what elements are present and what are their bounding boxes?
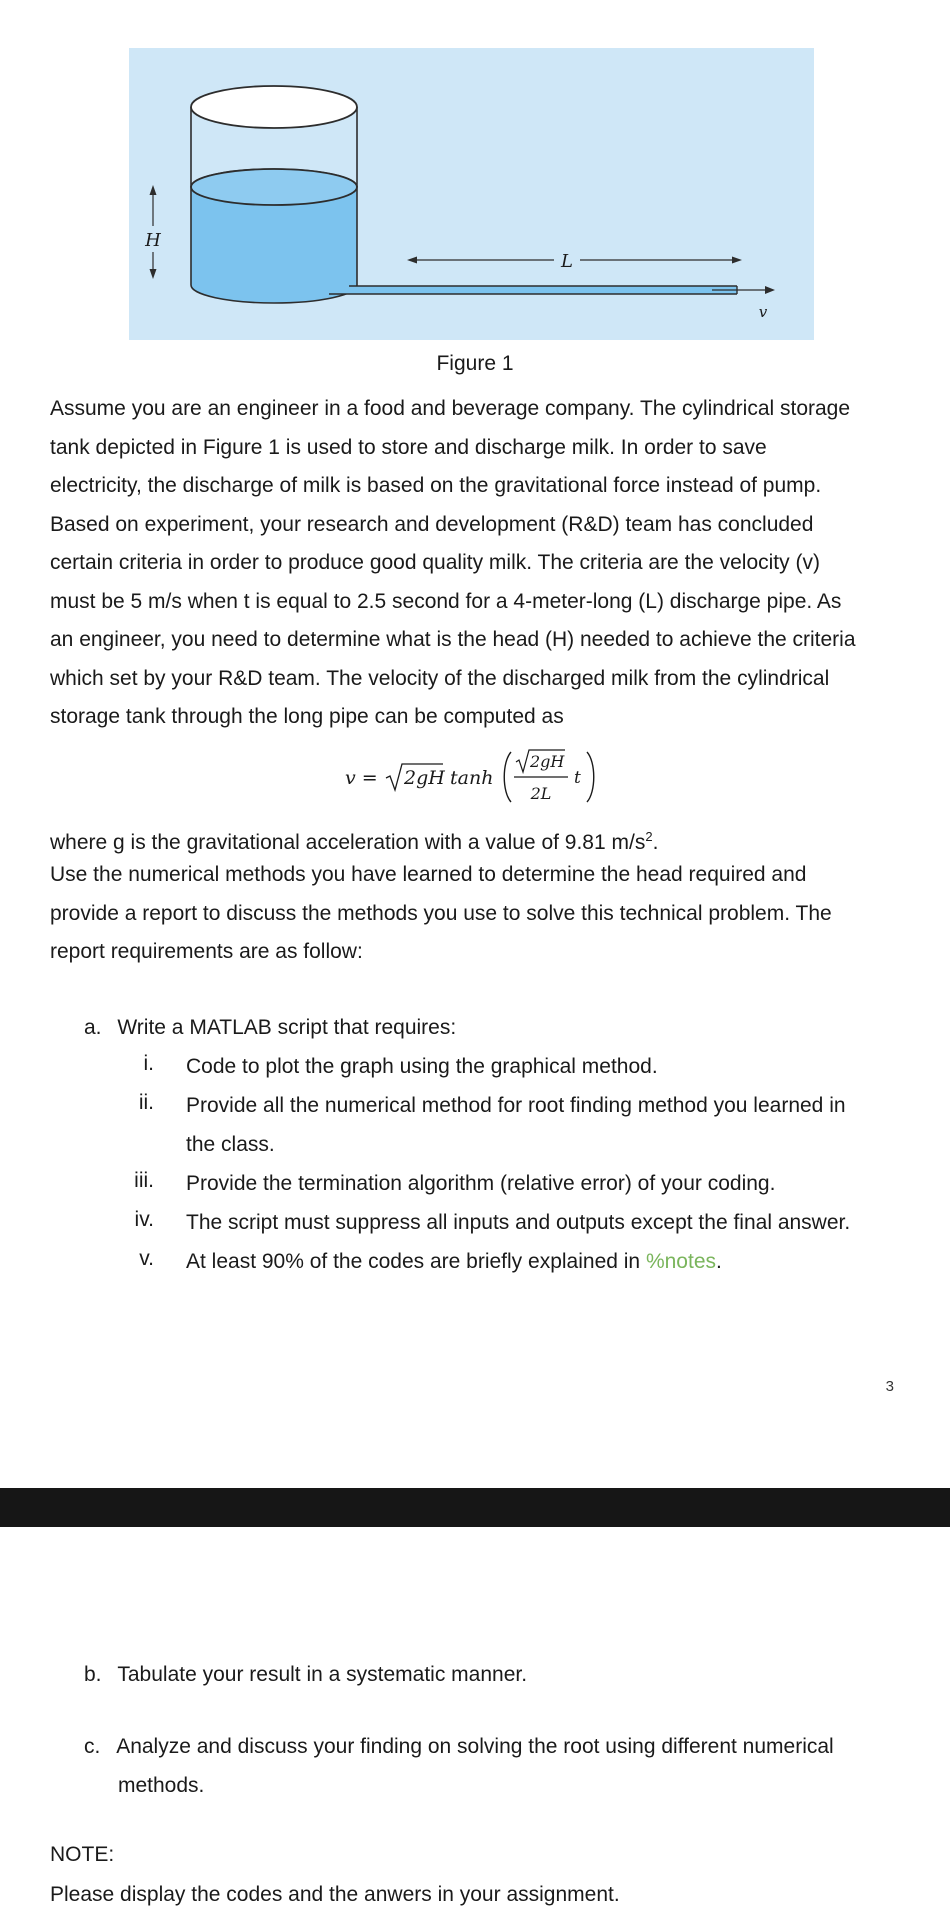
item-line: Provide all the numerical method for root finding method you learned in bbox=[186, 1094, 846, 1117]
item-line: Provide the termination algorithm (relative error) of your coding. bbox=[186, 1172, 776, 1195]
paren-left bbox=[504, 752, 511, 802]
requirement-a-text: Write a MATLAB script that requires: bbox=[117, 1016, 457, 1039]
item-line: The script must suppress all inputs and outputs except the final answer. bbox=[186, 1211, 851, 1234]
requirement-c-line: Analyze and discuss your finding on solving the root using different numerical bbox=[116, 1735, 834, 1758]
pipe-fill bbox=[329, 286, 737, 294]
item-iv-num: iv. bbox=[134, 1208, 154, 1231]
page-divider bbox=[0, 1488, 950, 1527]
item-i-num: i. bbox=[143, 1052, 154, 1075]
figure-caption: Figure 1 bbox=[436, 352, 514, 375]
item-v-after: . bbox=[716, 1250, 722, 1273]
item-iii-text bbox=[186, 1164, 896, 1203]
intro-line: Based on experiment, your research and development (R&D) team has concluded bbox=[50, 512, 814, 536]
length-label: L bbox=[561, 251, 573, 272]
intro-line: storage tank through the long pipe can be computed as bbox=[50, 705, 564, 728]
item-iv-text bbox=[186, 1203, 896, 1242]
head-label: H bbox=[145, 230, 161, 251]
task-line: provide a report to discuss the methods you use to solve this technical problem. The bbox=[50, 901, 832, 925]
fraction-numerator: 2gH bbox=[530, 752, 565, 771]
intro-line: tank depicted in Figure 1 is used to store and discharge milk. In order to save bbox=[50, 435, 767, 459]
item-v-num: v. bbox=[139, 1247, 154, 1270]
note-text: Please display the codes and the anwers in your assignment. bbox=[50, 1883, 620, 1906]
tank-top-rim bbox=[191, 86, 357, 128]
fraction-denominator: 2L bbox=[530, 784, 552, 803]
notes-highlight: %notes bbox=[645, 1250, 716, 1273]
task-paragraph bbox=[50, 856, 895, 972]
intro-paragraph bbox=[50, 390, 895, 737]
velocity-label: v bbox=[758, 303, 768, 321]
tanh-function: tanh bbox=[450, 767, 494, 789]
requirement-c bbox=[84, 1727, 896, 1805]
liquid-surface bbox=[191, 169, 357, 205]
velocity-formula bbox=[0, 748, 950, 808]
item-line: Code to plot the graph using the graphical method. bbox=[186, 1055, 658, 1078]
gravity-text: where g is the gravitational acceleration with a value of 9.81 m/s bbox=[50, 831, 646, 854]
intro-line: an engineer, you need to determine what is the head (H) needed to achieve the criteria bbox=[50, 628, 856, 651]
paren-right bbox=[587, 752, 594, 802]
item-v-before: At least 90% of the codes are briefly explained in bbox=[186, 1250, 646, 1273]
gravity-end: . bbox=[652, 831, 659, 854]
page-number: 3 bbox=[885, 1378, 894, 1395]
requirement-c-marker: c. bbox=[84, 1735, 101, 1758]
gravity-superscript: 2 bbox=[645, 829, 653, 844]
requirement-a-marker: a. bbox=[84, 1016, 102, 1039]
intro-line: Assume you are an engineer in a food and beverage company. The cylindrical storage bbox=[50, 397, 851, 420]
intro-line: which set by your R&D team. The velocity of the discharged milk from the cylindrical bbox=[50, 666, 830, 690]
time-variable: t bbox=[574, 768, 581, 788]
requirement-c-line: methods. bbox=[118, 1774, 205, 1797]
item-ii-num: ii. bbox=[138, 1091, 154, 1114]
intro-line: electricity, the discharge of milk is based on the gravitational force instead of pump. bbox=[50, 474, 822, 497]
task-line: report requirements are as follow: bbox=[50, 940, 363, 963]
item-iii-num: iii. bbox=[134, 1169, 154, 1192]
note-heading: NOTE: bbox=[50, 1843, 115, 1866]
requirement-b-text: Tabulate your result in a systematic manner. bbox=[117, 1663, 528, 1686]
intro-line: certain criteria in order to produce good quality milk. The criteria are the velocity (v) bbox=[50, 551, 820, 574]
item-ii-text bbox=[186, 1086, 896, 1164]
item-v-text bbox=[186, 1242, 896, 1281]
intro-line: must be 5 m/s when t is equal to 2.5 second for a 4-meter-long (L) discharge pipe. As bbox=[50, 589, 842, 613]
tank-figure bbox=[129, 48, 814, 340]
requirement-b bbox=[84, 1663, 527, 1687]
requirement-a bbox=[84, 1016, 456, 1040]
item-i-text bbox=[186, 1047, 896, 1086]
requirement-b-marker: b. bbox=[84, 1663, 102, 1686]
item-line: the class. bbox=[186, 1133, 275, 1156]
sqrt-term: 2gH bbox=[404, 767, 445, 789]
task-line: Use the numerical methods you have learned to determine the head required and bbox=[50, 863, 807, 886]
formula-lhs: v = bbox=[345, 767, 378, 789]
